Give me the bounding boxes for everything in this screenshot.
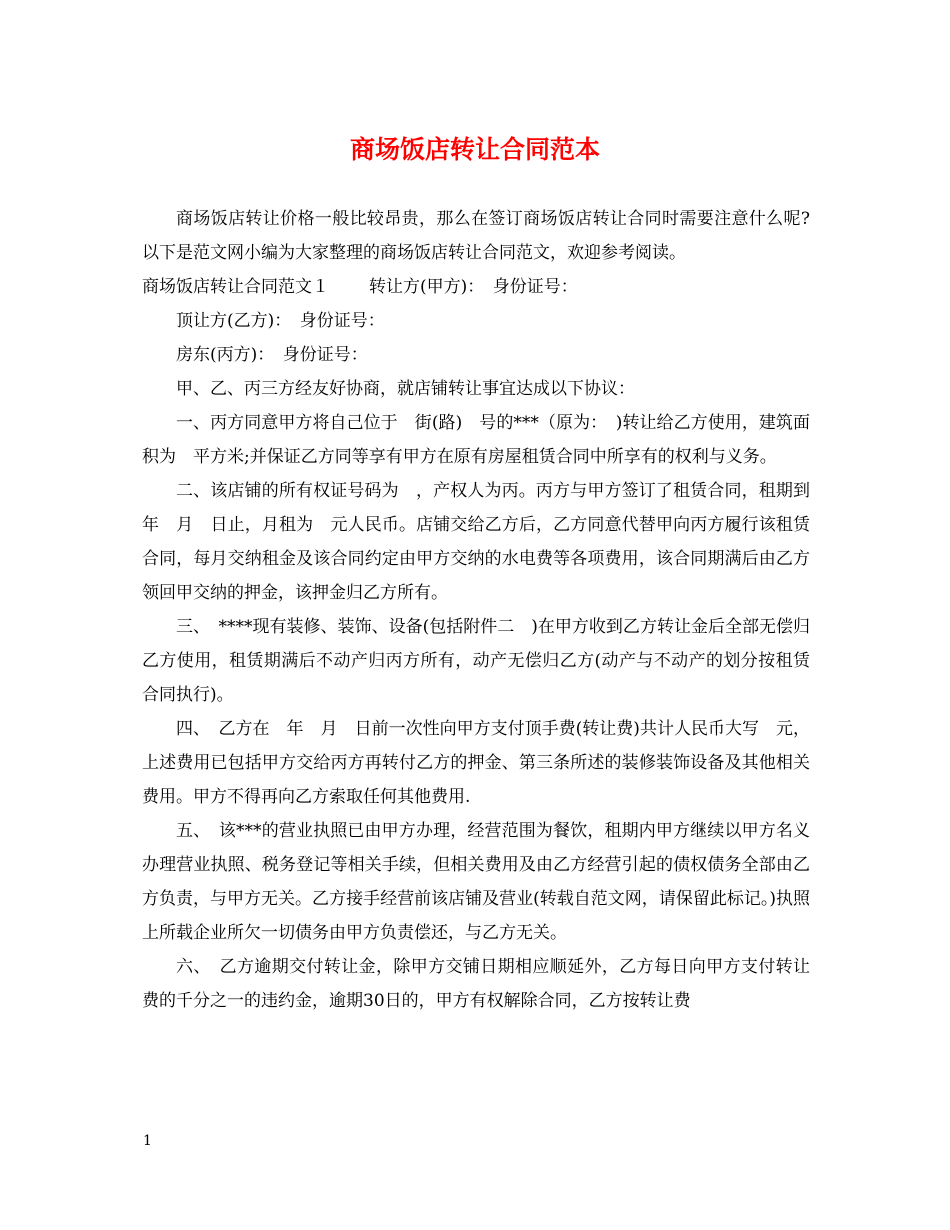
clause-1: 一、丙方同意甲方将自己位于 街(路) 号的***（原为： )转让给乙方使用，建筑面积为 平方米;并保证乙方同等享有甲方在原有房屋租赁合同中所享有的权利与义务。 bbox=[142, 413, 810, 467]
page-number: 1 bbox=[143, 1133, 152, 1149]
intro-paragraph: 商场饭店转让价格一般比较昂贵，那么在签订商场饭店转让合同时需要注意什么呢?以下是范文网小编为大家整理的商场饭店转让合同范文，欢迎参考阅读。 bbox=[142, 209, 810, 263]
party-a-line: 转让方(甲方)： 身份证号： bbox=[369, 277, 578, 297]
document-body bbox=[142, 202, 827, 1018]
clause-2: 二、该店铺的所有权证号码为 ，产权人为丙。丙方与甲方签订了租赁合同，租期到 年 月 日止，月租为 元人民币。店铺交给乙方后，乙方同意代替甲向丙方履行该租赁合同，每月交纳租金及该合同约定由甲方交纳的水电费等各项费用，该合同期满后由乙方领回甲交纳的押金，该押金归乙方所有。 bbox=[142, 481, 827, 603]
party-b-line: 顶让方(乙方)： 身份证号： bbox=[176, 311, 385, 331]
document-title: 商场饭店转让合同范本 bbox=[349, 135, 600, 164]
clause-4: 四、 乙方在 年 月 日前一次性向甲方支付顶手费(转让费)共计人民币大写 元，上述费用已包括甲方交给丙方再转付乙方的押金、第三条所述的装修装饰设备及其他相关费用。甲方不得再向乙方索取任何其他费用. bbox=[142, 719, 810, 807]
clause-6: 六、 乙方逾期交付转让金，除甲方交铺日期相应顺延外，乙方每日向甲方支付转让费的千分之一的违约金，逾期30日的，甲方有权解除合同，乙方按转让费 bbox=[142, 957, 810, 1011]
sample-and-party-a-line bbox=[142, 270, 810, 304]
agreement-intro: 甲、乙、丙三方经友好协商，就店铺转让事宜达成以下协议： bbox=[176, 379, 635, 399]
clause-3: 三、 ****现有装修、装饰、设备(包括附件二 )在甲方收到乙方转让金后全部无偿归乙方使用，租赁期满后不动产归丙方所有，动产无偿归乙方(动产与不动产的划分按租赁合同执行)。 bbox=[142, 617, 810, 705]
party-c-line: 房东(丙方)： 身份证号： bbox=[176, 345, 368, 365]
sample-label: 商场饭店转让合同范文１ bbox=[142, 277, 329, 297]
clause-5: 五、 该***的营业执照已由甲方办理，经营范围为餐饮，租期内甲方继续以甲方名义办理营业执照、税务登记等相关手续，但相关费用及由乙方经营引起的债权债务全部由乙方负责，与甲方无关。乙方接手经营前该店铺及营业(转载自范文网，请保留此标记。)执照上所载企业所欠一切债务由甲方负责偿还，与乙方无关。 bbox=[142, 821, 810, 943]
